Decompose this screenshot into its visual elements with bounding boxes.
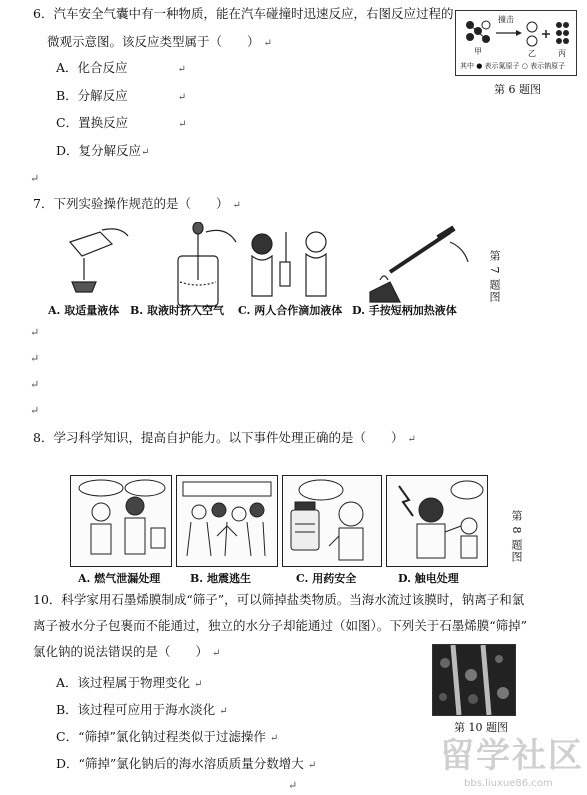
q8-panel-a xyxy=(70,475,172,567)
q8-stem: 8．学习科学知识，提高自护能力。以下事件处理正确的是（ ） ↵ xyxy=(33,430,416,445)
q8-panel-c xyxy=(282,475,382,567)
paragraph-mark: ↵ xyxy=(30,326,40,339)
watermark-url: bbs.liuxue86.com xyxy=(464,778,553,789)
q10-graphene-figure xyxy=(432,644,516,716)
q10-stem-line-3: 氯化钠的说法错误的是（ ） ↵ xyxy=(33,644,221,659)
q6-figure-caption: 第 6 题图 xyxy=(494,83,541,96)
q6-label-yi: 乙 xyxy=(528,49,536,58)
q10-stem-line-2: 离子被水分子包裹而不能通过，独立的水分子却能通过（如图）。下列关于石墨烯膜“筛掉” xyxy=(33,618,528,633)
q6-molecule-figure xyxy=(455,10,577,76)
paragraph-mark: ↵ xyxy=(30,404,40,417)
paragraph-mark: ↵ xyxy=(30,172,40,185)
q7-caption-b: B. 取液时挤入空气 xyxy=(130,304,224,317)
q7-side-caption: 第 7 题图 xyxy=(488,250,501,303)
q7-stem: 7．下列实验操作规范的是（ ） ↵ xyxy=(33,196,241,211)
watermark-logo: 留学社区 xyxy=(440,736,584,776)
q6-label-jia: 甲 xyxy=(474,47,482,56)
q7-caption-a: A. 取适量液体 xyxy=(48,304,120,317)
q8-panel-d xyxy=(386,475,488,567)
q6-stem-line-2: 微观示意图。该反应类型属于（ ） ↵ xyxy=(47,34,272,49)
q10-option-d: D．“筛掉”氯化钠后的海水溶质质量分数增大 ↵ xyxy=(56,756,317,771)
q8-caption-b: B. 地震逃生 xyxy=(190,572,251,585)
q6-label-bing: 丙 xyxy=(558,49,566,58)
q7-caption-d: D. 手按短柄加热液体 xyxy=(352,304,457,317)
q8-panel-b xyxy=(176,475,278,567)
q10-option-b: B．该过程可应用于海水淡化 ↵ xyxy=(56,702,228,717)
paragraph-mark: ↵ xyxy=(288,779,298,792)
q6-stem-line-1: 6．汽车安全气囊中有一种物质，能在汽车碰撞时迅速反应，右图反应过程的 xyxy=(33,6,454,21)
q8-caption-c: C. 用药安全 xyxy=(296,572,357,585)
q6-option-d: D．复分解反应↵ xyxy=(56,143,150,158)
q10-option-c: C．“筛掉”氯化钠过程类似于过滤操作 ↵ xyxy=(56,729,279,744)
q6-option-a: A．化合反应 ↵ xyxy=(56,60,186,75)
q6-legend: 其中 ● 表示氮原子 ○ 表示钠原子 xyxy=(460,62,566,70)
q8-caption-a: A. 燃气泄漏处理 xyxy=(78,572,161,585)
q10-graphene-membrane xyxy=(433,645,515,715)
q8-caption-d: D. 触电处理 xyxy=(398,572,459,585)
q10-option-a: A．该过程属于物理变化 ↵ xyxy=(56,675,203,690)
q6-option-b: B．分解反应 ↵ xyxy=(56,88,187,103)
q10-stem-line-1: 10．科学家用石墨烯膜制成“筛子”，可以筛掉盐类物质。当海水流过该膜时，钠离子和氯 xyxy=(33,592,525,607)
q6-option-c: C．置换反应 ↵ xyxy=(56,115,187,130)
q8-side-caption: 第 8 题图 xyxy=(510,510,523,563)
paragraph-mark: ↵ xyxy=(30,378,40,391)
q6-arrow-label: 撞击 xyxy=(498,15,514,24)
q7-caption-c: C. 两人合作滴加液体 xyxy=(238,304,343,317)
paragraph-mark: ↵ xyxy=(30,352,40,365)
q10-figure-caption: 第 10 题图 xyxy=(454,721,508,734)
